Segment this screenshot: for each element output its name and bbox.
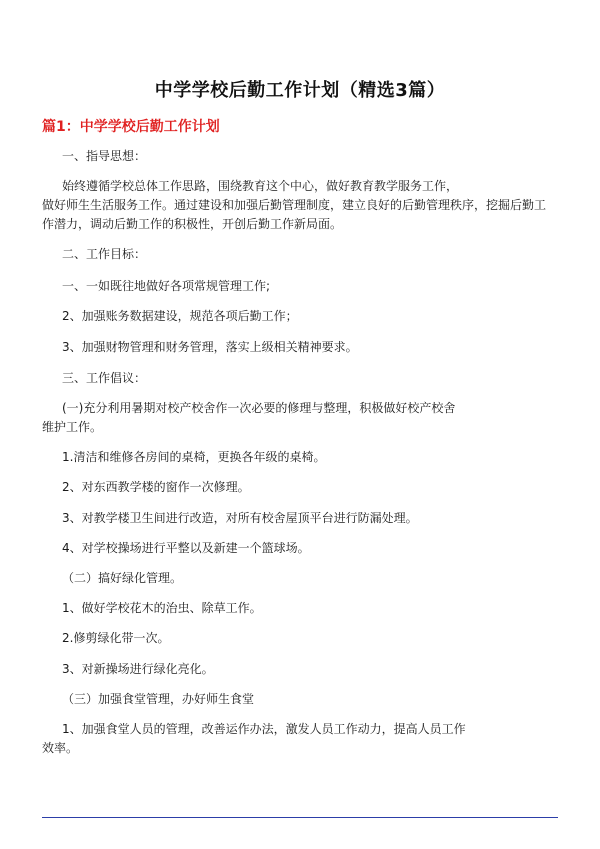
paragraph-line: 做好师生生活服务工作。通过建设和加强后勤管理制度，建立良好的后勤管理秩序，挖掘后勤工: [42, 198, 547, 212]
subheading-greening: （二）搞好绿化管理。: [62, 571, 183, 585]
list-item: 1.清洁和维修各房间的桌椅，更换各年级的桌椅。: [62, 450, 326, 464]
list-item: 2.修剪绿化带一次。: [62, 631, 170, 645]
list-item: 3、加强财物管理和财务管理，落实上级相关精神要求。: [62, 340, 358, 354]
list-item: 4、对学校操场进行平整以及新建一个篮球场。: [62, 541, 310, 555]
heading-work-goals: 二、工作目标：: [62, 247, 147, 261]
footer-divider: [42, 817, 558, 818]
subheading-canteen: （三）加强食堂管理，办好师生食堂: [62, 692, 255, 706]
list-item: 3、对新操场进行绿化亮化。: [62, 662, 214, 676]
paragraph-line: (一)充分利用暑期对校产校舍作一次必要的修理与整理，积极做好校产校舍: [62, 401, 456, 415]
paragraph-line: 始终遵循学校总体工作思路，围绕教育这个中心，做好教育教学服务工作，: [62, 179, 459, 193]
paragraph-line: 1、加强食堂人员的管理，改善运作办法，激发人员工作动力，提高人员工作: [62, 722, 466, 736]
heading-work-initiatives: 三、工作倡议：: [62, 371, 147, 385]
list-item: 一、一如既往地做好各项常规管理工作;: [62, 279, 271, 293]
list-item: 3、对教学楼卫生间进行改造，对所有校舍屋顶平台进行防漏处理。: [62, 511, 418, 525]
list-item: 2、对东西教学楼的窗作一次修理。: [62, 480, 250, 494]
list-item: 2、加强账务数据建设，规范各项后勤工作；: [62, 309, 298, 323]
document-title: 中学学校后勤工作计划（精选3篇）: [154, 80, 446, 101]
list-item: 1、做好学校花木的治虫、除草工作。: [62, 601, 262, 615]
heading-guiding-ideology: 一、指导思想：: [62, 149, 147, 163]
paragraph-line: 维护工作。: [42, 420, 103, 434]
paragraph-line: 效率。: [42, 741, 79, 755]
paragraph-line: 作潜力，调动后勤工作的积极性，开创后勤工作新局面。: [42, 217, 343, 231]
section-title: 篇1：中学学校后勤工作计划: [42, 119, 220, 135]
